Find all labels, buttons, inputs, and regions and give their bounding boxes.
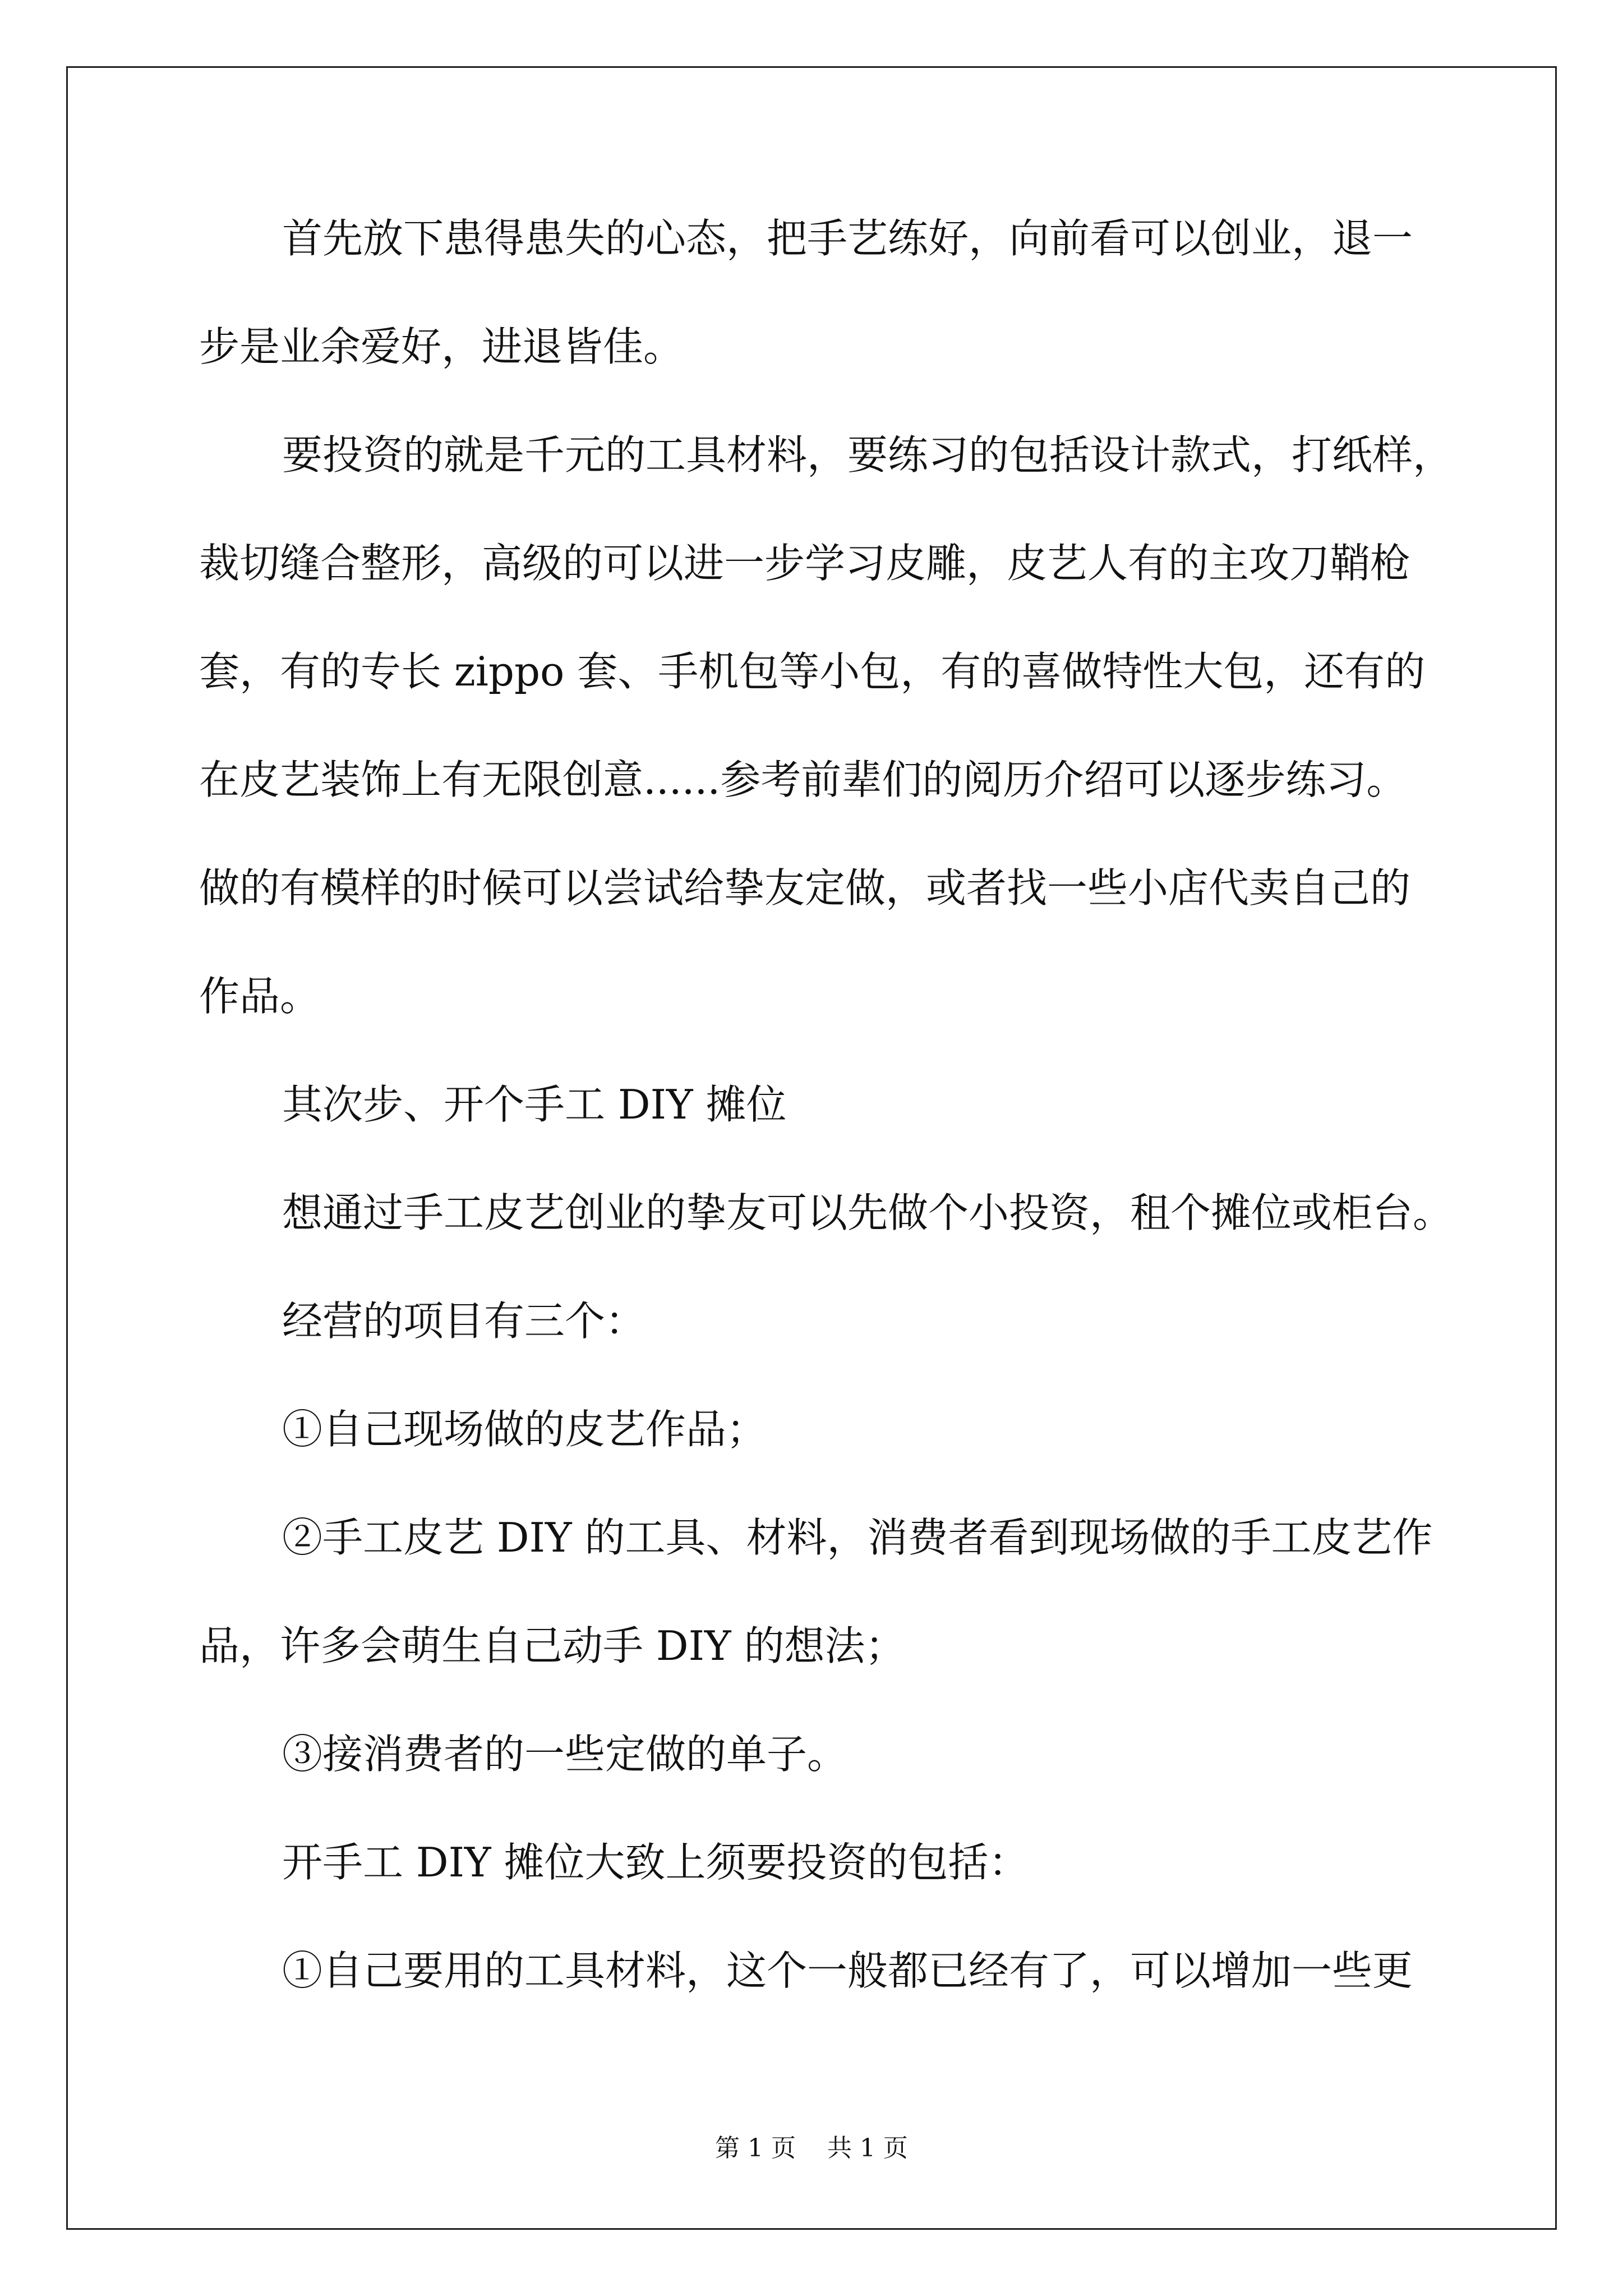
text-line-12: ①自己现场做的皮艺作品； <box>282 1406 767 1453</box>
text-line-2: 步是业余爱好，进退皆佳。 <box>199 323 684 370</box>
document-body <box>199 213 1467 2054</box>
text-line-1: 首先放下患得患失的心态，把手艺练好，向前看可以创业，退一 <box>282 215 1413 262</box>
text-line-11: 经营的项目有三个： <box>282 1297 646 1345</box>
text-line-15: ③接消费者的一些定做的单子。 <box>282 1731 848 1778</box>
text-line-8: 作品。 <box>199 973 321 1020</box>
text-line-13: ②手工皮艺 DIY 的工具、材料，消费者看到现场做的手工皮艺作 <box>282 1514 1433 1561</box>
text-line-3: 要投资的就是千元的工具材料，要练习的包括设计款式，打纸样， <box>282 431 1454 478</box>
text-line-16: 开手工 DIY 摊位大致上须要投资的包括： <box>282 1839 1029 1886</box>
text-line-14: 品，许多会萌生自己动手 DIY 的想法； <box>199 1622 906 1669</box>
text-line-7: 做的有模样的时候可以尝试给挚友定做，或者找一些小店代卖自己的 <box>199 864 1411 912</box>
text-line-9: 其次步、开个手工 DIY 摊位 <box>282 1081 787 1128</box>
text-line-17: ①自己要用的工具材料，这个一般都已经有了，可以增加一些更 <box>282 1947 1413 1994</box>
text-line-10: 想通过手工皮艺创业的挚友可以先做个小投资，租个摊位或柜台。 <box>282 1189 1454 1236</box>
text-line-4: 裁切缝合整形，高级的可以进一步学习皮雕，皮艺人有的主攻刀鞘枪 <box>199 540 1411 587</box>
page-number-footer: 第 1 页 共 1 页 <box>715 2134 908 2162</box>
text-line-5: 套，有的专长 zippo 套、手机包等小包，有的喜做特性大包，还有的 <box>199 648 1426 695</box>
text-line-6: 在皮艺装饰上有无限创意......参考前辈们的阅历介绍可以逐步练习。 <box>199 756 1407 803</box>
